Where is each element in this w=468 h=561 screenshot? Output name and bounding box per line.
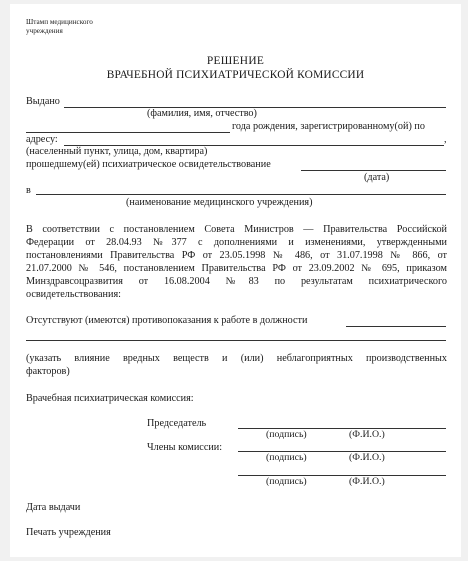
- name-hint: (фамилия, имя, отчество): [147, 108, 257, 119]
- member2-name-hint: (Ф.И.О.): [349, 476, 385, 487]
- contraindications-label: Отсутствуют (имеются) противопоказания к работе в должности: [26, 315, 308, 326]
- body-line-4: 21.07.2000 № 546, постановлением Правительства РФ от 23.09.2002 № 695, приказом: [26, 263, 447, 274]
- institution-line: [36, 194, 446, 195]
- birth-tail: года рождения, зарегистрированному(ой) по: [232, 121, 425, 132]
- body-line-6: освидетельствования:: [26, 289, 121, 300]
- document-title: РЕШЕНИЕ: [206, 55, 265, 67]
- body-line-3: постановлениями Правительства РФ от 23.05.1998 № 486, от 31.07.1998 № 866, от: [26, 250, 447, 261]
- date-hint: (дата): [364, 172, 390, 183]
- exam-date-line: [301, 170, 446, 171]
- seal-label: Печать учреждения: [26, 527, 111, 538]
- harmful-line-2: факторов): [26, 366, 70, 377]
- exam-label: прошедшему(ей) психиатрическое освидетельствование: [26, 159, 271, 170]
- address-hint: (населенный пункт, улица, дом, квартира): [26, 146, 208, 157]
- in-label: в: [26, 185, 31, 196]
- address-label: адресу:: [26, 134, 58, 145]
- stamp-line-1: Штамп медицинского: [26, 18, 93, 26]
- issued-label: Выдано: [26, 96, 60, 107]
- chairman-name-hint: (Ф.И.О.): [349, 429, 385, 440]
- chairman-signature-hint: (подпись): [266, 429, 307, 440]
- body-line-2: Федерации от 28.04.93 №377 с дополнениями и изменениями, утвержденными: [26, 237, 447, 248]
- stamp-line-2: учреждения: [26, 27, 63, 35]
- issue-date-label: Дата выдачи: [26, 502, 81, 513]
- position-line-2: [26, 340, 446, 341]
- document-page: [10, 4, 461, 557]
- birth-year-line: [26, 132, 230, 133]
- member2-signature-hint: (подпись): [266, 476, 307, 487]
- commission-heading: Врачебная психиатрическая комиссия:: [26, 393, 194, 404]
- member1-signature-hint: (подпись): [266, 452, 307, 463]
- members-label: Члены комиссии:: [147, 442, 223, 453]
- body-line-5: Минздравсоцразвития от 16.08.2004 №83 по результатам психиатрического: [26, 276, 447, 287]
- institution-hint: (наименование медицинского учреждения): [126, 197, 313, 208]
- chairman-label: Председатель: [147, 418, 207, 429]
- member1-name-hint: (Ф.И.О.): [349, 452, 385, 463]
- address-comma: ,: [444, 134, 447, 145]
- document-subtitle: ВРАЧЕБНОЙ ПСИХИАТРИЧЕСКОЙ КОМИССИИ: [106, 69, 365, 81]
- position-line: [346, 326, 446, 327]
- harmful-line-1: (указать влияние вредных веществ и (или) неблагоприятных производственных: [26, 353, 447, 364]
- body-line-1: В соответствии с постановлением Совета Министров — Правительства Российской: [26, 224, 447, 235]
